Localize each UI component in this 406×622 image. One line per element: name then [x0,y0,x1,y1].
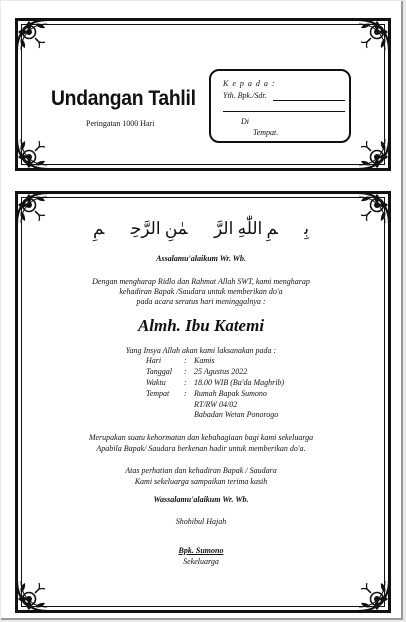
recipient-line [273,100,345,101]
detail-value: Rumah Bapak Sumono [194,389,267,398]
recipient-label: Yth. Bpk./Sdr. [223,91,267,100]
greeting: Assalamu'alaikum Wr. Wb. [156,254,246,263]
address-box [209,69,351,143]
honor-line: Apabila Bapak/ Saudara berkenan hadir untuk memberikan do'a. [96,444,306,453]
closing-greeting: Wassalamu'alaikum Wr. Wb. [153,495,249,504]
corner-ornament-icon [357,137,391,171]
bismillah-calligraphy: بِسۡمِ اللّٰهِ الرَّحۡمٰنِ الرَّحِیۡمِ [93,219,309,238]
detail-sep: : [184,378,187,387]
intro-line: Dengan mengharap Ridlo dan Rahmat Allah SWT, kami mengharap [92,277,310,286]
detail-sep: : [184,356,187,365]
cover-title: Undangan Tahlil [51,87,196,110]
detail-label: Tempat [146,389,170,398]
detail-value: Kamis [194,356,215,365]
kepada-label: K e p a d a : [223,79,276,88]
address-line: Babadan Wetan Ponorogo [194,410,279,419]
address-line: RT/RW 04/02 [194,400,238,409]
di-label: Di [241,117,249,126]
recipient-line [223,111,345,112]
corner-ornament-icon [357,18,391,52]
cover-subtitle: Peringatan 1000 Hari [86,119,155,128]
corner-ornament-icon [15,137,49,171]
honor-line: Merupakan suatu kehormatan dan kebahagiaan bagi kami sekeluarga [88,433,314,442]
intro-line: kehadiran Bapak /Saudara untuk memberikan do'a [119,287,283,296]
detail-value: 25 Agustus 2022 [194,367,248,376]
family-label: Sekeluarga [183,557,219,566]
detail-label: Tanggal [146,367,172,376]
detail-label: Waktu [146,378,166,387]
detail-label: Hari [146,356,162,365]
thanks-line: Atas perhatian dan kehadiran Bapak / Saudara [125,466,277,475]
detail-sep: : [184,367,187,376]
tempat-label: Tempat. [253,128,279,137]
schedule-intro: Yang Insya Allah akan kami laksanakan pada : [125,346,277,355]
corner-ornament-icon [15,579,49,613]
detail-value: 18.00 WIB (Ba'da Maghrib) [194,378,285,387]
detail-sep: : [184,389,187,398]
thanks-line: Kami sekeluarga sampaikan terima kasih [134,477,268,486]
corner-ornament-icon [15,18,49,52]
deceased-name: Almh. Ibu Katemi [137,316,265,335]
host-label: Shohibul Hajah [175,517,227,526]
invitation-page [1,1,403,620]
intro-line: pada acara seratus hari meninggalnya : [136,297,266,306]
signer-name [21,546,381,556]
signer-name-text: Bpk. Sumono [178,546,224,555]
corner-ornament-icon [357,579,391,613]
